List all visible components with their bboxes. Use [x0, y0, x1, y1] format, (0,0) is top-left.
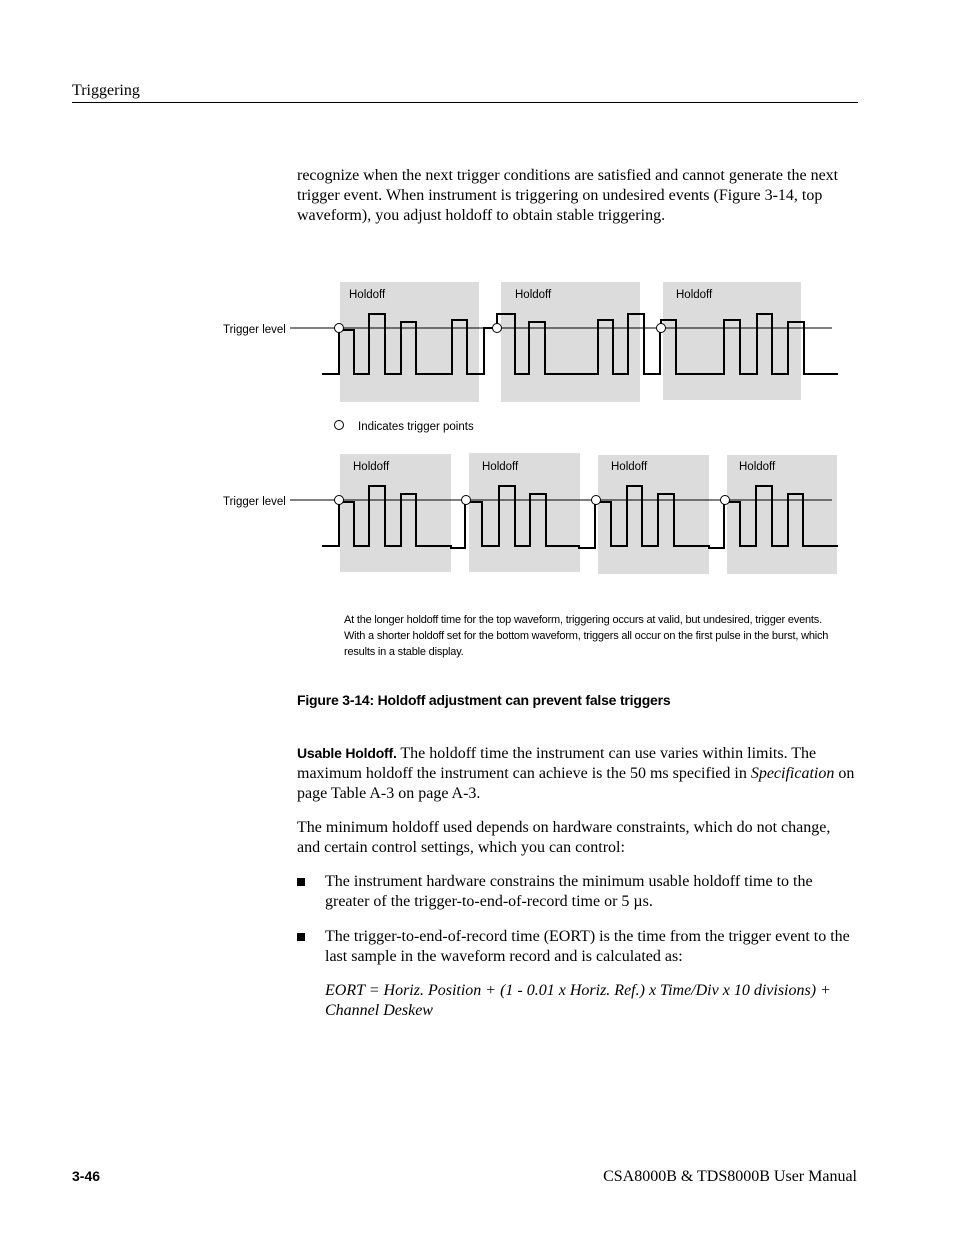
bottom-holdoff-label-4: Holdoff	[739, 461, 776, 473]
figure-note: At the longer holdoff time for the top waveform, triggering occurs at valid, but undesired, trigger events. With a shorter holdoff set for the bottom waveform, triggers all occur on the first pulse in the burst, which results in a stable display.	[344, 614, 829, 658]
bullet-item-1	[297, 872, 857, 912]
header-rule	[72, 102, 858, 103]
top-trigger-point-1	[335, 324, 344, 333]
top-trigger-point-2	[493, 324, 502, 333]
top-trigger-point-3	[657, 324, 666, 333]
eort-formula: EORT = Horiz. Position + (1 - 0.01 x Horiz. Ref.) x Time/Div x 10 divisions) + Channel Deskew	[325, 982, 831, 1019]
manual-title: CSA8000B & TDS8000B User Manual	[603, 1168, 857, 1185]
top-trigger-level-label: Trigger level	[223, 324, 286, 336]
usable-holdoff-text-a: The holdoff time the instrument can use varies within limits. The maximum holdoff the instrument can achieve is the 50 ms specified in	[297, 745, 817, 782]
bottom-holdoff-label-1: Holdoff	[353, 461, 390, 473]
bottom-trigger-point-2	[462, 496, 471, 505]
intro-paragraph: recognize when the next trigger conditions are satisfied and cannot generate the next trigger event. When instrument is triggering on undesired events (Figure 3-14, top waveform), you adjust holdoff to obtain stable triggering.	[297, 167, 839, 224]
running-header: Triggering	[72, 82, 140, 99]
bottom-holdoff-label-2: Holdoff	[482, 461, 519, 473]
min-holdoff-paragraph: The minimum holdoff used depends on hardware constraints, which do not change, and certain control settings, which you can control:	[297, 819, 831, 856]
bullet-square-icon	[297, 878, 305, 886]
top-holdoff-label-1: Holdoff	[349, 289, 386, 301]
top-holdoff-label-2: Holdoff	[515, 289, 552, 301]
bottom-trigger-point-3	[592, 496, 601, 505]
holdoff-figure	[215, 272, 845, 582]
top-holdoff-label-3: Holdoff	[676, 289, 713, 301]
bottom-holdoff-label-3: Holdoff	[611, 461, 648, 473]
usable-holdoff-heading: Usable Holdoff.	[297, 745, 397, 761]
bullet-text-2: The trigger-to-end-of-record time (EORT) is the time from the trigger event to the last sample in the waveform record and is calculated as:	[325, 928, 850, 965]
usable-holdoff-paragraph	[297, 743, 857, 804]
page-number: 3-46	[72, 1168, 101, 1184]
trigger-point-legend-icon	[335, 421, 344, 430]
bottom-trigger-point-1	[335, 496, 344, 505]
specification-reference: Specification	[750, 765, 835, 782]
bullet-text-1: The instrument hardware constrains the minimum usable holdoff time to the greater of the trigger-to-end-of-record time or 5 µs.	[325, 873, 813, 910]
figure-title: Figure 3-14: Holdoff adjustment can prevent false triggers	[297, 692, 671, 708]
legend-text: Indicates trigger points	[358, 421, 474, 433]
bullet-square-icon	[297, 933, 305, 941]
bottom-trigger-level-label: Trigger level	[223, 496, 286, 508]
bullet-item-2	[297, 927, 857, 967]
usable-holdoff-text-b: on page Table A-3 on page A-3.	[297, 765, 855, 802]
bottom-trigger-point-4	[721, 496, 730, 505]
